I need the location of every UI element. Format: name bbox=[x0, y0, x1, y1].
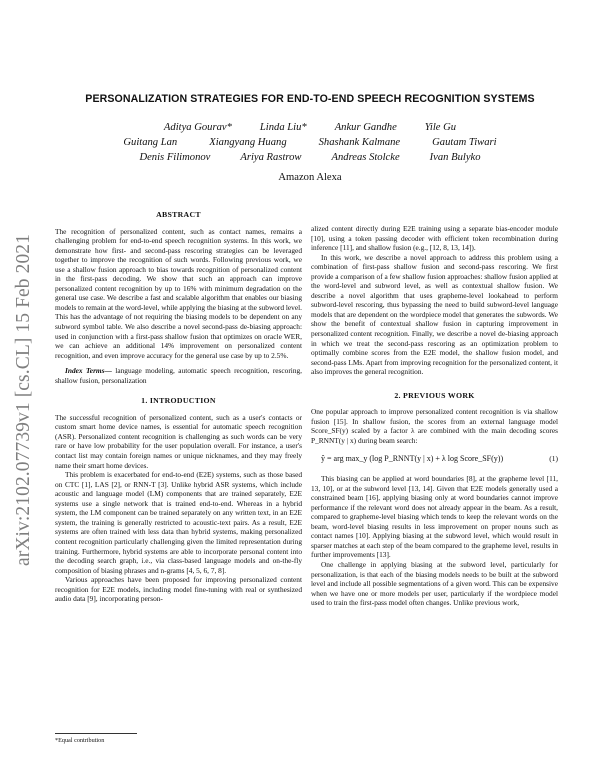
body-paragraph: One popular approach to improve personalized content recognition is via shallow fusion [15]. In shallow fusion, the scores from an external language model Score_SF(y) scaled by a factor λ are combined with the main decoding scores P_RNNT(y | x) during beam search: bbox=[311, 407, 558, 445]
intro-paragraph: Various approaches have been proposed for improving personalized content recognition for E2E models, including model fine-tuning with real or synthesized audio data [9], incorporating person- bbox=[55, 575, 302, 604]
body-paragraph: In this work, we describe a novel approach to address this problem using a combination of first-pass shallow fusion and second-pass rescoring. We first provide a comparison of a few shallow fusion approaches: shallow fusion applied at the word-level and subword level, as well as contextual shallow fusion. We describe a novel algorithm that uses grapheme-level lookahead to perform subword-level rescoring, thus bypassing the need to build subword-level language models that are dependent on the wordpiece model that generates the subwords. We show the benefit of contextual shallow fusion in capturing improvement in personalized content recognition. Finally, we describe a novel de-biasing approach in which we treat the second-pass rescoring as an optimization problem to optimally combine scores from the E2E model, the shallow fusion model, and second-pass LMs. Apart from improving recognition for the personalized content, it also improves the general recognition. bbox=[311, 252, 558, 377]
author: Xiangyang Huang bbox=[209, 137, 287, 148]
left-column bbox=[55, 210, 302, 604]
author: Guitang Lan bbox=[123, 137, 178, 148]
equation-1 bbox=[311, 454, 558, 464]
intro-paragraph: This problem is exacerbated for end-to-end (E2E) systems, such as those based on CTC [1], LAS [2], or RNN-T [3]. Unlike hybrid ASR systems, which include acoustic and language model (LM) components that are trained separately, E2E systems use a single network that is trained end-to-end. Whereas in a hybrid system, the LM component can be trained separately on any written text, in an E2E system, the training is generally restricted to acoustic-text pairs. As a result, E2E systems are often trained with less data than hybrid systems, making personalized content recognition particularly challenging given the limited representation during training. Furthermore, hybrid systems are able to incorporate personal content into the decoding search graph, i.e., via class-based language models and on-the-fly composition of biasing phrases and n-grams [4, 5, 6, 7, 8]. bbox=[55, 470, 302, 575]
previous-work-heading: 2. PREVIOUS WORK bbox=[394, 390, 475, 400]
intro-heading: 1. INTRODUCTION bbox=[141, 396, 216, 406]
author: Ivan Bulyko bbox=[429, 152, 481, 163]
index-terms-label: Index Terms— bbox=[65, 366, 112, 376]
author-row bbox=[40, 150, 580, 165]
footnote bbox=[55, 733, 302, 744]
author: Andreas Stolcke bbox=[331, 152, 400, 163]
author: Aditya Gourav* bbox=[163, 122, 232, 133]
author-row bbox=[40, 120, 580, 135]
equation-text: ŷ = arg max_y (log P_RNNT(y | x) + λ log Score_SF(y)) bbox=[321, 454, 504, 464]
index-terms bbox=[55, 366, 302, 385]
body-paragraph: This biasing can be applied at word boundaries [8], at the grapheme level [11, 13, 10], or at the subword level [13, 14]. Given that E2E models generally used a constrained beam [16], applying biasing only at word boundaries cannot improve performance if the relevant word does not already appear in the beam. As a result, compared to grapheme-level biasing which tends to keep the relevant words on the beam, word-level biasing results in less improvement on proper nouns such as contact names [10]. Applying biasing at the subword level, which would result in sparser matches at each step of the beam compared to the grapheme level, results in further improvements [13]. bbox=[311, 474, 558, 560]
author: Gautam Tiwari bbox=[432, 137, 497, 148]
author: Ariya Rastrow bbox=[240, 152, 302, 163]
author: Yile Gu bbox=[424, 122, 457, 133]
arxiv-stamp: arXiv:2102.07739v1 [cs.CL] 15 Feb 2021 bbox=[13, 233, 34, 567]
abstract-text: The recognition of personalized content, such as contact names, remains a challenging problem for end-to-end speech recognition systems. In this work, we demonstrate how first- and second-pass rescoring strategies can be leveraged together to improve the recognition of such words. Following previous work, we use a shallow fusion approach to bias towards recognition of personalized content in the first-pass decoding. We show that such an approach can improve personalized content recognition by up to 16% with minimum degradation on the general use case. We describe a fast and scalable algorithm that enables our biasing models to remain at the word-level, while applying the biasing at the subword level. This has the advantage of not requiring the biasing models to be dependent on any subword symbol table. We also describe a novel second-pass de-biasing approach: used in conjunction with a first-pass shallow fusion that optimizes on oracle WER, we can achieve an additional 14% improvement on personalized content recognition, and even improve accuracy for the general use case by up to 2.5%. bbox=[55, 226, 302, 360]
abstract-heading: ABSTRACT bbox=[156, 210, 201, 219]
right-column bbox=[311, 224, 558, 608]
author: Linda Liu* bbox=[259, 122, 307, 133]
footnote-rule bbox=[55, 733, 137, 734]
author-row bbox=[40, 135, 580, 150]
author: Denis Filimonov bbox=[139, 152, 211, 163]
equation-number: (1) bbox=[549, 454, 558, 464]
affiliation: Amazon Alexa bbox=[278, 172, 342, 183]
author: Shashank Kalmane bbox=[318, 137, 401, 148]
body-paragraph: One challenge in applying biasing at the subword level, particularly for personalization, is that each of the biasing models needs to be built at the subword level and include all possible segmentations of a given word. This can be expensive when we have one or more models per user, particularly if the wordpiece model used to train the first-pass model often changes. Unlike previous work, bbox=[311, 559, 558, 608]
body-paragraph: alized content directly during E2E training using a separate bias-encoder module [10], using a token passing decoder with efficient token recombination during inference [11], and shallow fusion (e.g., [12, 8, 13, 14]). bbox=[311, 224, 558, 253]
paper-title: PERSONALIZATION STRATEGIES FOR END-TO-END SPEECH RECOGNITION SYSTEMS bbox=[85, 93, 535, 105]
author-list bbox=[40, 120, 580, 165]
index-terms-text: language modeling, automatic speech recognition, rescoring, shallow fusion, personalization bbox=[55, 366, 302, 385]
author: Ankur Gandhe bbox=[334, 122, 397, 133]
footnote-text: *Equal contribution bbox=[55, 737, 105, 744]
intro-paragraph: The successful recognition of personalized content, such as a user's contacts or custom smart home device names, is essential for automatic speech recognition (ASR). Personalized content recognition is challenging as such words can be very rare or have low probability for the user population overall. For instance, a user's contact list may contain foreign names or unique nicknames, and they may freely name their smart home devices. bbox=[55, 412, 302, 470]
